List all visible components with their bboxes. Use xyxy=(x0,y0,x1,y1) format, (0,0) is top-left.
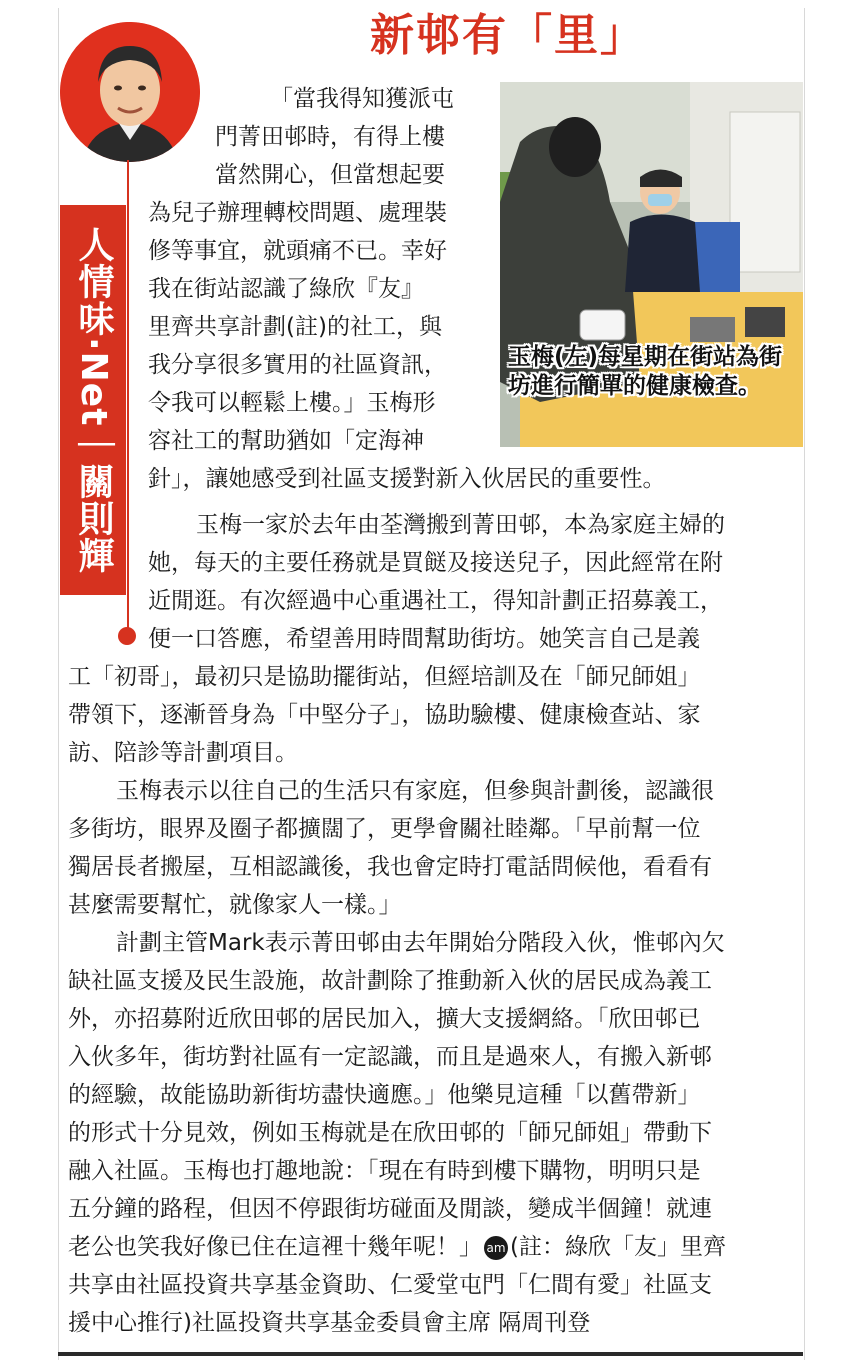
body-line: 為兒子辦理轉校問題、處理裝 xyxy=(148,200,447,226)
body-line: 工「初哥」，最初只是協助擺街站，但經培訓及在「師兄師姐」 xyxy=(68,664,701,690)
body-line: 玉梅一家於去年由荃灣搬到菁田邨，本為家庭主婦的 xyxy=(196,512,725,538)
body-line: 便一口答應，希望善用時間幫助街坊。她笑言自己是義 xyxy=(148,626,700,652)
body-line: 門菁田邨時，有得上樓 xyxy=(215,124,445,150)
body-line: 容社工的幫助猶如「定海神 xyxy=(148,428,424,454)
body-line: 針」，讓她感受到社區支援對新入伙居民的重要性。 xyxy=(148,466,666,492)
column-tag: 人情味·Net ｜ 關則輝 xyxy=(60,205,126,595)
author-avatar xyxy=(60,22,200,162)
body-line: 缺社區支援及民生設施，故計劃除了推動新入伙的居民成為義工 xyxy=(68,968,712,994)
body-line: 她，每天的主要任務就是買餸及接送兒子，因此經常在附 xyxy=(148,550,723,576)
body-line: 外，亦招募附近欣田邨的居民加入，擴大支援網絡。「欣田邨已 xyxy=(68,1006,701,1032)
body-line: 入伙多年，街坊對社區有一定認識，而且是過來人，有搬入新邨 xyxy=(68,1044,712,1070)
body-line: 五分鐘的路程，但因不停跟街坊碰面及閒談，變成半個鐘！就連 xyxy=(68,1196,712,1222)
body-line: 帶領下，逐漸晉身為「中堅分子」，協助驗樓、健康檢查站、家 xyxy=(68,702,701,728)
body-line-text: 老公也笑我好像已住在這裡十幾年呢！」 xyxy=(68,1234,482,1260)
author-divider-dot xyxy=(118,627,136,645)
body-line: 多街坊，眼界及圈子都擴闊了，更學會關社睦鄰。「早前幫一位 xyxy=(68,816,701,842)
body-line: 融入社區。玉梅也打趣地說：「現在有時到樓下購物，明明只是 xyxy=(68,1158,701,1184)
body-line: 的經驗，故能協助新街坊盡快適應。」他樂見這種「以舊帶新」 xyxy=(68,1082,701,1108)
column-name: 人情味·Net xyxy=(73,225,114,427)
author-divider-line xyxy=(127,160,129,635)
body-line: 的形式十分見效，例如玉梅就是在欣田邨的「師兄師姐」帶動下 xyxy=(68,1120,712,1146)
body-line: 共享由社區投資共享基金資助、仁愛堂屯門「仁間有愛」社區支 xyxy=(68,1272,712,1298)
body-line xyxy=(68,1228,726,1266)
body-line: 我分享很多實用的社區資訊， xyxy=(148,352,447,378)
body-line: 計劃主管Mark表示菁田邨由去年開始分階段入伙，惟邨內欠 xyxy=(116,930,725,956)
body-line: 當然開心，但當想起要 xyxy=(215,162,445,188)
headline: 新邨有「里」 xyxy=(370,10,646,61)
body-line: 令我可以輕鬆上樓。」玉梅形 xyxy=(148,390,436,416)
body-line: 近閒逛。有次經過中心重遇社工，得知計劃正招募義工， xyxy=(148,588,723,614)
body-line: 「當我得知獲派屯 xyxy=(270,86,454,112)
end-mark-icon: am xyxy=(484,1236,508,1260)
body-line: 里齊共享計劃(註)的社工，與 xyxy=(148,314,442,340)
body-line: 修等事宜，就頭痛不已。幸好 xyxy=(148,238,447,264)
body-line: 甚麼需要幫忙，就像家人一樣。」 xyxy=(68,892,402,918)
author-name: 關則輝 xyxy=(73,463,114,575)
body-line: 援中心推行)社區投資共享基金委員會主席 隔周刊登 xyxy=(68,1310,591,1336)
body-line: 我在街站認識了綠欣『友』 xyxy=(148,276,424,302)
body-line: 玉梅表示以往自己的生活只有家庭，但參與計劃後，認識很 xyxy=(116,778,714,804)
body-line: 訪、陪診等計劃項目。 xyxy=(68,740,298,766)
body-line-text: (註：綠欣「友」里齊 xyxy=(510,1234,726,1260)
photo-caption: 玉梅(左)每星期在街站為街坊進行簡單的健康檢查。 xyxy=(508,344,783,399)
bottom-rule xyxy=(58,1352,803,1356)
body-line: 獨居長者搬屋，互相認識後，我也會定時打電話問候他，看看有 xyxy=(68,854,712,880)
